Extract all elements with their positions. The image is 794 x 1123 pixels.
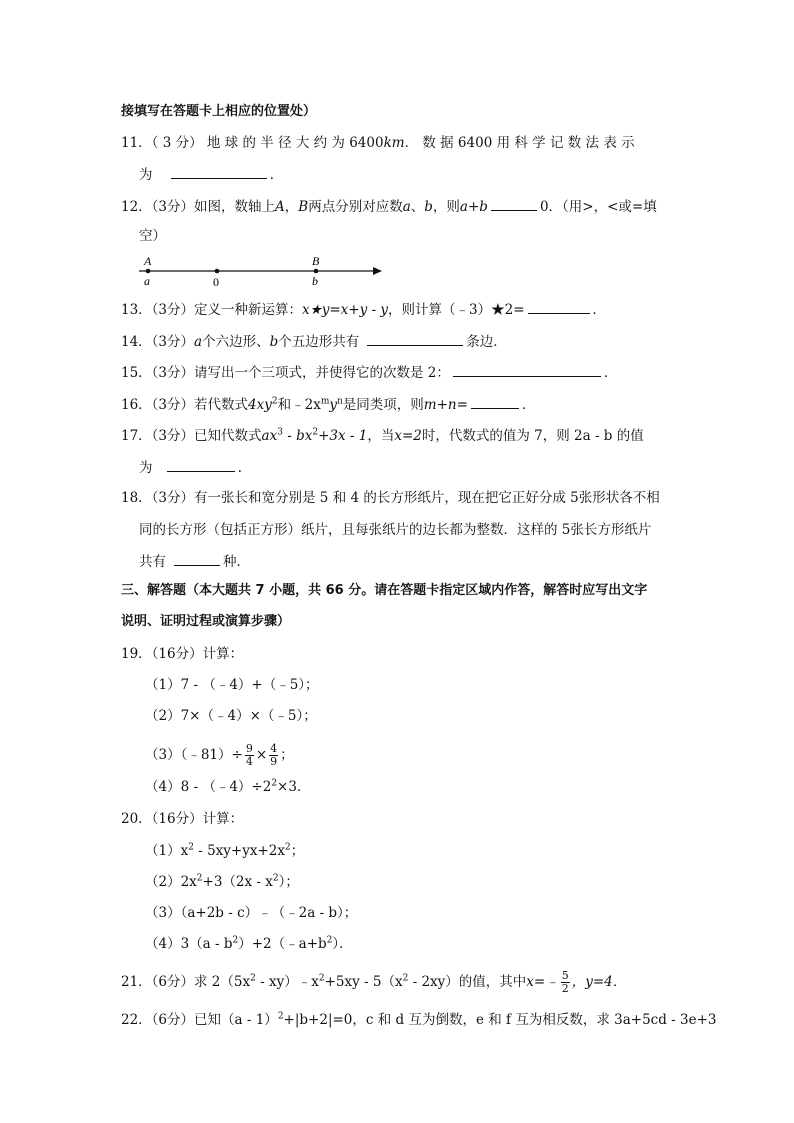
question-11	[121, 133, 673, 153]
q16-e3: n	[337, 396, 343, 407]
q17-line2: 为	[139, 460, 153, 476]
point-B	[314, 269, 319, 274]
q16-end: ．	[521, 397, 536, 413]
q21-e2: 2	[318, 973, 325, 984]
answer-blank-14[interactable]	[367, 331, 463, 346]
question-11-line2	[139, 164, 283, 185]
q14-end: 条边．	[466, 334, 507, 350]
q20-p2b: +3（2x - x	[202, 874, 273, 890]
q20-p4e1: 2	[232, 935, 239, 946]
question-18-line3	[139, 551, 250, 572]
q22-b: +|b+2|=0，c 和 d 互为倒数，e 和 f 互为相反数，求 3a+5cd - 3e+3	[283, 1012, 717, 1028]
answer-blank-15[interactable]	[453, 362, 601, 377]
frac-den: 2	[561, 982, 569, 995]
frac-num: 9	[245, 742, 253, 755]
fraction-5-2	[561, 970, 570, 995]
q16-eq: =	[456, 397, 468, 413]
q17-end: ．	[237, 460, 252, 476]
q22-e1: 2	[277, 1011, 284, 1022]
q21-b: - xy）﹣x	[255, 974, 319, 990]
q20-p1c: ；	[290, 843, 305, 859]
q19-p3a: （3）（﹣81）÷	[145, 747, 243, 763]
q16-e1: 2	[271, 396, 278, 407]
answer-blank-16[interactable]	[471, 394, 519, 409]
q12-a: a	[402, 199, 411, 215]
q17-mid: ，当	[367, 428, 395, 444]
q21-yeq: ，y=4．	[571, 974, 627, 990]
q11-text: 11．（ 3 分） 地 球 的 半 径 大 约 为 6400	[121, 135, 384, 151]
q14-b: b	[269, 334, 279, 350]
q14-prefix: 14．（3分）	[121, 334, 195, 350]
q18-line3b: 种．	[223, 554, 250, 570]
q17-after: 时，代数式的值为 7，则 2a - b 的值	[421, 428, 644, 444]
answer-blank-13[interactable]	[528, 299, 590, 314]
label-a: a	[144, 274, 150, 288]
q21-c: +5xy - 5（x	[324, 974, 403, 990]
q11-end: ．	[269, 167, 284, 183]
q17-t2: - bx	[282, 428, 313, 444]
question-15	[121, 362, 617, 383]
q20-p2e2: 2	[272, 873, 279, 884]
fraction-9-4	[245, 743, 254, 768]
q12-expr: a+b	[459, 199, 488, 215]
q19-p3end: ；	[280, 747, 294, 763]
q16-e2: m	[320, 396, 330, 407]
fraction-4-9	[269, 743, 278, 768]
q16-t1: 4xy	[248, 397, 272, 413]
q21-e1: 2	[250, 973, 256, 984]
q20-p4e2: 2	[326, 935, 333, 946]
q20-p2e1: 2	[196, 873, 203, 884]
q17-cond: x=2	[394, 428, 422, 444]
question-18-line1: 18．（3分）有一张长和宽分别是 5 和 4 的长方形纸片，现在把它正好分成 5张形状各不相	[121, 490, 660, 506]
answer-blank-17[interactable]	[167, 457, 235, 472]
q20-p4b: ）+2（﹣a+b	[238, 936, 327, 952]
q20-p2c: ）；	[278, 874, 299, 890]
question-19-part-3	[145, 739, 294, 771]
question-16	[121, 394, 535, 415]
q13-end: ．	[592, 302, 607, 318]
frac-den: 4	[245, 755, 253, 768]
q20-p4c: ）．	[332, 936, 353, 952]
q20-p1e1: 2	[188, 842, 194, 853]
q17-e1: 3	[277, 427, 283, 438]
q19-p4e: 2	[271, 778, 278, 789]
q18-line3a: 共有	[139, 554, 166, 570]
q12-B: B	[298, 199, 309, 215]
q20-p1a: （1）x	[145, 843, 189, 859]
q14-a: a	[194, 334, 203, 350]
q20-p4a: （4）3（a - b	[145, 936, 233, 952]
label-B: B	[312, 254, 320, 268]
question-20-part-3: （3）（a+2b - c）﹣（﹣2a - b）；	[145, 905, 358, 921]
q12-mid1: 两点分别对应数	[308, 199, 403, 215]
point-A	[146, 269, 151, 274]
answer-blank-18[interactable]	[174, 551, 220, 566]
question-19-title: 19．（16分）计算：	[121, 646, 244, 662]
question-21	[121, 966, 626, 998]
q21-a: 21．（6分）求 2（5x	[121, 974, 251, 990]
q15-text: 15．（3分）请写出一个三项式，并使得它的次数是 2：	[121, 365, 450, 381]
frac-num: 5	[561, 969, 569, 982]
q12-sep: 、	[410, 199, 425, 215]
header-note: 接填写在答题卡上相应的位置处）	[121, 104, 317, 119]
q17-t1: ax	[261, 428, 278, 444]
q13-mid: ，则计算（﹣3）★2=	[388, 302, 525, 318]
q16-prefix: 16．（3分）若代数式	[121, 397, 249, 413]
q12-prefix: 12．（3分）如图，数轴上	[121, 199, 276, 215]
q11-line2: 为	[139, 167, 153, 183]
q19-p4a: （4）8 - （﹣4）÷2	[145, 779, 272, 795]
point-origin	[215, 269, 220, 274]
q22-a: 22．（6分）已知（a - 1）	[121, 1012, 278, 1028]
label-A: A	[144, 254, 152, 268]
answer-blank-12[interactable]	[491, 196, 537, 211]
q16-mn: m+n	[423, 397, 457, 413]
q16-after: 是同类项，则	[342, 397, 424, 413]
question-20-part-2	[145, 872, 299, 892]
answer-blank-11[interactable]	[171, 164, 267, 179]
label-0: 0	[213, 275, 219, 288]
section-3-subtitle: 说明、证明过程或演算步骤）	[121, 614, 291, 629]
q20-p1e2: 2	[284, 842, 291, 853]
q21-xeq: x=﹣	[526, 974, 559, 990]
q19-p3x: ×	[255, 747, 268, 763]
question-12	[121, 196, 657, 217]
question-20-title: 20．（16分）计算：	[121, 811, 244, 827]
arrow-head-icon	[373, 267, 382, 275]
question-13	[121, 299, 606, 320]
question-19-part-4	[145, 777, 310, 797]
q14-mid1: 个六边形、	[202, 334, 270, 350]
question-17	[121, 426, 644, 446]
q21-d: - 2xy）的值，其中	[408, 974, 527, 990]
question-17-line2	[139, 457, 251, 478]
question-14	[121, 331, 507, 352]
q20-p2a: （2）2x	[145, 874, 197, 890]
q19-p4b: ×3．	[277, 779, 311, 795]
q20-p1b: - 5xy+yx+2x	[193, 843, 285, 859]
q12-A: A	[275, 199, 285, 215]
question-22	[121, 1010, 717, 1030]
question-18-line2: 同的长方形（包括正方形）纸片，且每张纸片的边长都为整数．这样的 5张长方形纸片	[139, 522, 652, 538]
q13-prefix: 13．（3分）定义一种新运算：	[121, 302, 303, 318]
q12-comma: ，	[284, 199, 299, 215]
q17-e2: 2	[312, 427, 319, 438]
frac-den: 9	[270, 755, 278, 768]
number-line-figure	[136, 254, 386, 288]
question-20-part-4	[145, 934, 353, 954]
q21-e3: 2	[402, 973, 409, 984]
q11-text-b: ． 数 据 6400 用 科 学 记 数 法 表 示	[404, 135, 635, 151]
q17-prefix: 17．（3分）已知代数式	[121, 428, 262, 444]
q16-t2: y	[329, 397, 337, 413]
q13-def: x★y=x+y - y	[302, 302, 389, 318]
section-3-title: 三、解答题（本大题共 7 小题，共 66 分。请在答题卡指定区域内作答，解答时应写出文字	[121, 583, 648, 598]
q12-mid2: ，则	[432, 199, 460, 215]
q15-end: ．	[603, 365, 618, 381]
q11-unit: km	[383, 135, 405, 151]
q16-mid: 和﹣2x	[277, 397, 321, 413]
q12-b: b	[424, 199, 433, 215]
q17-t3: +3x - 1	[318, 428, 368, 444]
frac-num: 4	[270, 742, 278, 755]
question-19-part-1: （1）7 - （﹣4）+（﹣5）；	[145, 677, 319, 693]
q12-after: 0．（用>，<或=填	[539, 199, 657, 215]
question-19-part-2: （2）7×（﹣4）×（﹣5）；	[145, 708, 317, 724]
q14-mid2: 个五边形共有	[278, 334, 360, 350]
question-20-part-1	[145, 841, 304, 861]
label-b: b	[312, 274, 318, 288]
question-12-line2: 空）	[139, 228, 166, 244]
